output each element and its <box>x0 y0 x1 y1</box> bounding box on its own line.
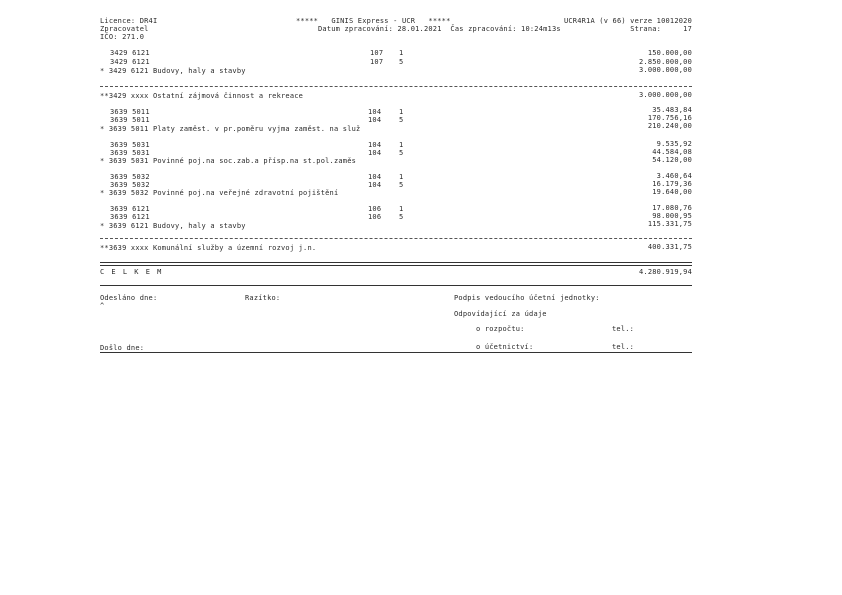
row-code: 3639 5031 <box>110 149 150 157</box>
row-code: 3639 6121 <box>110 213 150 221</box>
row-amount: 170.756,16 <box>647 114 692 122</box>
zpracovatel-label: Zpracovatel <box>100 25 149 33</box>
paragraph-total-amount: 400.331,75 <box>647 243 692 251</box>
ico-label: IČO: 271.0 <box>100 33 145 41</box>
row-nastroj: 104 <box>368 141 382 149</box>
row-zdroj: 5 <box>399 181 404 189</box>
odeslano-label: Odesláno dne: <box>100 294 158 302</box>
row-code: 3639 6121 <box>110 205 150 213</box>
row-amount: 16.179,36 <box>652 180 692 188</box>
subtotal-label: * 3639 5011 Platy zaměst. v pr.poměru vyjma zaměst. na služ <box>100 125 361 133</box>
paragraph-total-label: **3429 xxxx Ostatní zájmová činnost a rekreace <box>100 92 304 100</box>
row-nastroj: 106 <box>368 213 382 221</box>
program-title: ***** GINIS Express - UCR ***** <box>296 17 451 25</box>
podpis-label: Podpis vedoucího účetní jednotky: <box>454 294 600 302</box>
subtotal-amount: 210.240,00 <box>647 122 692 130</box>
double-divider <box>100 262 692 266</box>
ucetnictvi-label: o účetnictví: <box>476 343 534 351</box>
row-code: 3639 5032 <box>110 181 150 189</box>
subtotal-label: * 3639 5031 Povinné poj.na soc.zab.a přísp.na st.pol.zaměs <box>100 157 357 165</box>
row-amount: 9.535,92 <box>656 140 692 148</box>
row-zdroj: 1 <box>399 141 404 149</box>
divider <box>100 86 692 87</box>
row-nastroj: 104 <box>368 181 382 189</box>
row-amount: 17.080,76 <box>652 204 692 212</box>
row-nastroj: 104 <box>368 149 382 157</box>
grand-total-label: C E L K E M <box>100 268 163 276</box>
row-zdroj: 1 <box>399 173 404 181</box>
row-code: 3639 5032 <box>110 173 150 181</box>
row-zdroj: 5 <box>399 116 404 124</box>
row-amount: 150.000,00 <box>647 49 692 57</box>
subtotal-amount: 115.331,75 <box>647 220 692 228</box>
row-code: 3429 6121 <box>110 58 150 66</box>
processing-datetime: Datum zpracování: 28.01.2021 Čas zpracování: 10:24m13s <box>318 25 561 33</box>
row-zdroj: 1 <box>399 49 404 57</box>
row-zdroj: 5 <box>399 149 404 157</box>
subtotal-label: * 3639 5032 Povinné poj.na veřejné zdravotní pojištění <box>100 189 339 197</box>
paragraph-total-amount: 3.000.000,00 <box>639 91 692 99</box>
paragraph-total-label: **3639 xxxx Komunální služby a územní rozvoj j.n. <box>100 244 317 252</box>
row-nastroj: 104 <box>368 116 382 124</box>
subtotal-amount: 54.120,00 <box>652 156 692 164</box>
report-version: UCR4R1A (v 66) verze 10012020 <box>563 17 692 25</box>
subtotal-amount: 19.640,00 <box>652 188 692 196</box>
row-nastroj: 107 <box>370 58 384 66</box>
row-amount: 98.000,95 <box>652 212 692 220</box>
tel-label: tel.: <box>612 325 635 333</box>
row-code: 3639 5011 <box>110 108 150 116</box>
caret-mark: ^ <box>100 302 105 310</box>
row-amount: 3.460,64 <box>656 172 692 180</box>
row-code: 3639 5031 <box>110 141 150 149</box>
row-nastroj: 104 <box>368 173 382 181</box>
row-zdroj: 5 <box>399 58 404 66</box>
odpovidajici-label: Odpovídající za údaje <box>454 310 547 318</box>
row-zdroj: 1 <box>399 108 404 116</box>
dosla-label: Došlo dne: <box>100 344 145 352</box>
row-code: 3429 6121 <box>110 49 150 57</box>
razitko-label: Razítko: <box>245 294 281 302</box>
grand-total-amount: 4.280.919,94 <box>639 268 692 276</box>
row-zdroj: 5 <box>399 213 404 221</box>
row-amount: 35.483,84 <box>652 106 692 114</box>
row-nastroj: 104 <box>368 108 382 116</box>
tel-label: tel.: <box>612 343 635 351</box>
row-zdroj: 1 <box>399 205 404 213</box>
divider <box>100 238 692 239</box>
row-nastroj: 106 <box>368 205 382 213</box>
row-code: 3639 5011 <box>110 116 150 124</box>
bottom-divider <box>100 352 692 353</box>
row-amount: 2.850.000,00 <box>639 58 692 66</box>
footer-divider <box>100 285 692 286</box>
row-amount: 44.584,08 <box>652 148 692 156</box>
licence-label: Licence: DR4I <box>100 17 158 25</box>
rozpocet-label: o rozpočtu: <box>476 325 525 333</box>
row-nastroj: 107 <box>370 49 384 57</box>
page-number: Strana: 17 <box>630 25 692 33</box>
subtotal-label: * 3429 6121 Budovy, haly a stavby <box>100 67 246 75</box>
subtotal-amount: 3.000.000,00 <box>639 66 692 74</box>
subtotal-label: * 3639 6121 Budovy, haly a stavby <box>100 222 246 230</box>
